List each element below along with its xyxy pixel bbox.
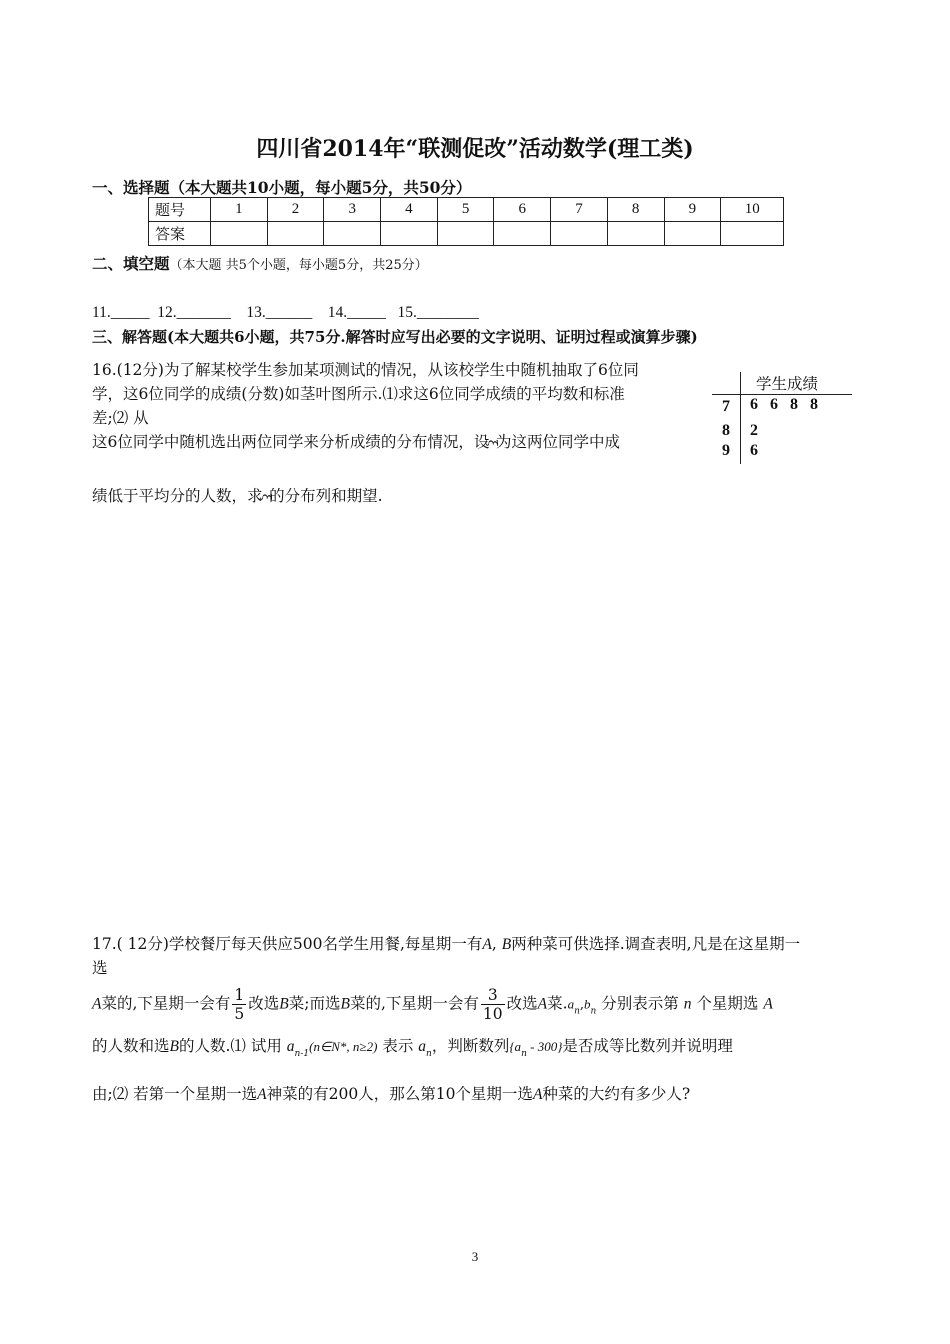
math-var: B [501,936,512,953]
q16-text: 的分布列和期望. [269,487,383,505]
answer-table [148,197,784,246]
table-row-label: 题号 [149,198,211,222]
question-16 [92,358,697,455]
xi-symbol: ξ [258,493,273,501]
xi-symbol: ξ [485,439,500,447]
question-number: 1 [211,198,268,222]
math-var: B [169,1038,179,1055]
stem-value: 8 [722,422,730,439]
answer-cell [437,222,494,246]
page-number: 3 [471,1249,479,1264]
answer-cell [721,222,784,246]
stem-value: 7 [722,398,730,415]
stem-leaf-hline [712,394,852,395]
answer-cell [381,222,438,246]
q17-text: 分别表示第 [601,994,679,1013]
q17-text: 是否成等比数列并说明理 [562,1037,733,1055]
math-expression: (n∈N*, n≥2) [309,1039,378,1054]
q16-line [92,430,697,455]
leaf-values: 6 [750,442,758,459]
section-1-heading: 一、选择题（本大题共10小题，每小题5分，共50分） [92,178,472,197]
q17-text: 种菜的大约有多少人? [542,1085,691,1103]
table-row-label: 答案 [149,222,211,246]
answer-cell [211,222,268,246]
math-expression: - 300} [526,1039,563,1054]
stem-leaf-vline [740,372,741,464]
q17-text: 个星期选 [696,994,759,1013]
q16-line: 学，这6位同学的成绩(分数)如茎叶图所示.⑴求这6位同学成绩的平均数和标准 [92,385,625,403]
fraction-denominator: 10 [482,1005,503,1023]
q17-text: 由;⑵ 若第一个星期一选 [92,1085,258,1103]
q16-line [92,484,383,509]
q17-text: 表示 [382,1037,414,1055]
subscript: n [426,1049,432,1059]
fraction-one-fifth [232,986,246,1023]
fill-in-blanks: 11._____ 12._______ 13.______ 14._____ 15.________ [92,304,479,321]
q17-line: 选 [92,959,108,977]
math-var: A [532,1086,543,1103]
leaf-values: 6 6 8 8 [750,396,818,413]
answer-cell [324,222,381,246]
math-var: B [279,995,289,1013]
answer-cell [607,222,664,246]
stem-leaf-plot [712,372,852,464]
q17-line: 的人数和选B的人数.⑴ 试用 $a_{n-1}(n\in N*$, n≥2) 表示 $a_n$，判断数列$\{a_n - 300\}$是否成等比数列并说明理 [92,1037,733,1059]
table-row [149,198,784,222]
subscript: n [590,1006,597,1017]
question-number: 2 [267,198,324,222]
q17-text: ，判断数列 [431,1037,510,1055]
q17-text: 菜. [547,994,568,1013]
q17-text: 的人数和选 [92,1037,170,1055]
answer-cell [664,222,721,246]
fraction-numerator: 3 [481,986,505,1005]
stem-leaf-header: 学生成绩 [756,375,819,393]
question-number: 8 [607,198,664,222]
q17-text: 改选 [248,994,280,1013]
question-number: 5 [437,198,494,222]
math-var: A [763,995,773,1013]
math-var: n [683,995,692,1013]
question-number: 3 [324,198,381,222]
q16-text: 绩低于平均分的人数，求 [92,487,263,505]
math-var: A [537,995,548,1013]
q16-line: 16.(12分)为了解某校学生参加某项测试的情况，从该校学生中随机抽取了6位同 [92,361,639,379]
fraction-denominator: 5 [234,1005,245,1023]
section-2-note: （本大题 共5个小题，每小题5分，共25分） [169,258,428,273]
q16-line: 差;⑵ 从 [92,409,149,427]
math-var: B [340,995,350,1013]
q17-text: 神菜的有200人，那么第10个星期一选 [266,1085,533,1103]
math-var: a [567,996,575,1012]
q17-text: 菜的,下星期一会有 [101,994,231,1013]
q17-line: 17.( 12分)学校餐厅每天供应500名学生用餐,每星期一有A, B两种菜可供选择.调查表明,凡是在这星期一 [92,935,801,953]
math-var: A [257,1086,267,1103]
question-number: 4 [381,198,438,222]
stem-value: 9 [722,442,730,459]
answer-cell [551,222,608,246]
math-var: a [418,1038,427,1055]
math-var: A [482,936,492,953]
question-number: 9 [664,198,721,222]
fraction-three-tenths [481,986,505,1023]
q17-text: 改选 [506,994,538,1013]
question-number: 10 [721,198,784,222]
q16-text: 为这两位同学中成 [495,433,620,451]
section-2-title: 二、填空题 [92,254,170,273]
page-title: 四川省2014年“联测促改”活动数学(理工类) [256,136,694,162]
section-3-heading: 三、解答题(本大题共6小题，共75分.解答时应写出必要的文字说明、证明过程或演算步骤) [92,328,698,346]
q17-text: 菜的,下星期一会有 [349,994,479,1013]
q17-text: 两种菜可供选择.调查表明,凡是在这星期一 [511,935,801,953]
answer-cell [494,222,551,246]
question-number: 6 [494,198,551,222]
q17-text: 17.( 12分)学校餐厅每天供应500名学生用餐,每星期一有 [92,935,483,953]
q17-line [92,1082,690,1107]
subscript: n [574,1006,580,1017]
math-var: a [286,1038,295,1055]
subscript: n [521,1049,527,1059]
math-var: b [584,996,591,1012]
section-2-heading [92,252,428,274]
q17-line: A菜的,下星期一会有 $\frac{1}{5}$ 改选B菜;而选B菜的,下星期一会有 $\frac{3}{10}$ 改选A菜$.a_n,b_n$ 分别表示第 n 个星期选 A [92,986,773,1023]
q17-text: 的人数.⑴ 试用 [178,1037,282,1055]
question-number: 7 [551,198,608,222]
math-expression: {a [509,1039,522,1054]
answer-cell [267,222,324,246]
leaf-values: 2 [750,422,758,439]
q16-text: 这6位同学中随机选出两位同学来分析成绩的分布情况，设 [92,433,490,451]
math-var: A [92,995,102,1013]
q17-text: 菜;而选 [288,994,341,1013]
fraction-numerator: 1 [234,986,245,1004]
table-row [149,222,784,246]
